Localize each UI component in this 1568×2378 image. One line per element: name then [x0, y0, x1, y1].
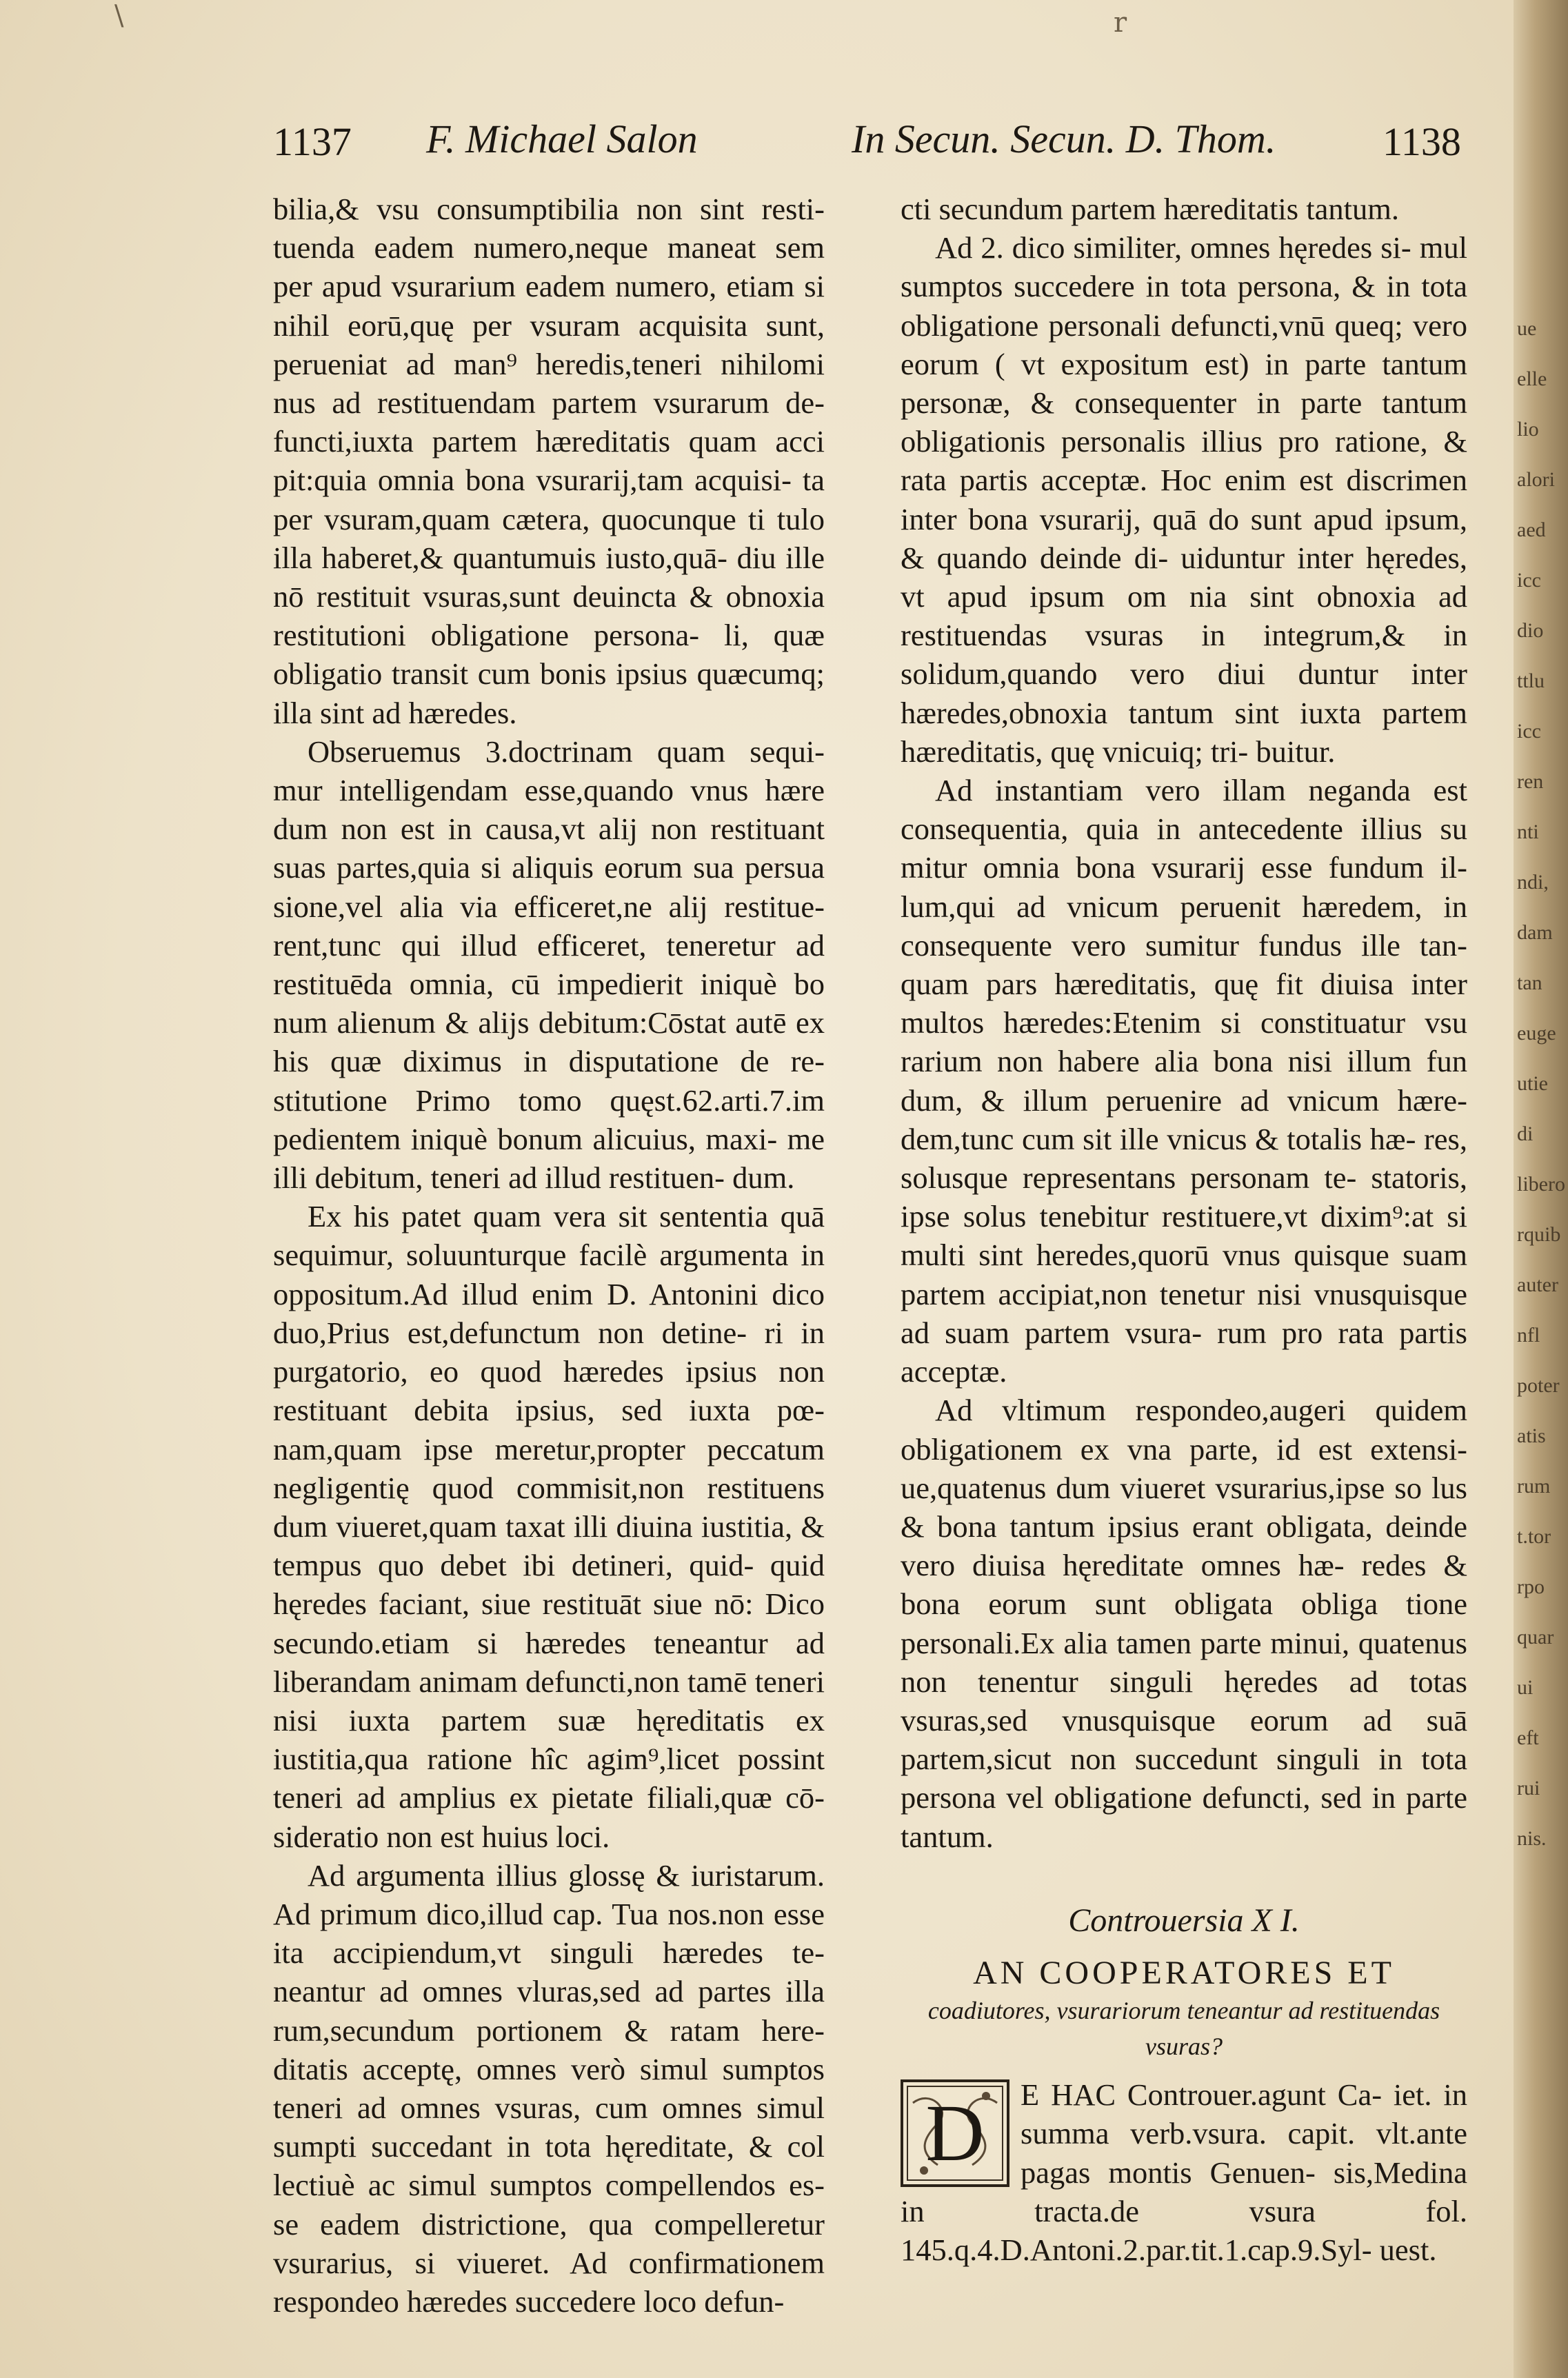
left-column	[273, 190, 825, 2321]
edge-fragment: atis	[1517, 1424, 1546, 1447]
edge-fragment: dio	[1517, 619, 1544, 642]
margin-mark: \	[114, 0, 124, 32]
edge-fragment: dam	[1517, 921, 1553, 944]
edge-fragment: lio	[1517, 418, 1539, 441]
edge-fragment: auter	[1517, 1273, 1558, 1296]
edge-fragment: ue	[1517, 317, 1537, 340]
edge-fragment: ren	[1517, 770, 1544, 793]
edge-fragment: alori	[1517, 468, 1555, 491]
paragraph: E HAC Controuer.agunt Ca- iet. in summa verb.vsura. capit. vlt.ante pagas montis Genuen- sis,Medina in tracta.de vsura fol. 145.q.4.D.Antoni.2.par.tit.1.cap.9.Syl- uest.	[901, 2077, 1467, 2267]
paragraph: Ad argumenta illius glossę & iuristarum. Ad primum dico,illud cap. Tua nos.non esse ita accipiendum,vt singuli hæredes te- neantur ad omnes vluras,sed ad partes illa rum,secundum portionem & ratam here- ditatis acceptę, omnes verò simul sumptos teneri ad omnes vsuras, cum omnes simul sumpti succedant in tota hęreditate, & col lectiuè ac simul sumptos compellendos es- se eadem districtione, qua compelleretur vsurarius, si viueret. Ad confirmationem respondeo hæredes succedere loco defun-	[273, 1857, 825, 2319]
edge-fragment: rui	[1517, 1777, 1540, 1800]
edge-fragment: nis.	[1517, 1827, 1547, 1850]
edge-fragment: eft	[1517, 1726, 1539, 1749]
edge-fragment: ui	[1517, 1676, 1534, 1699]
paragraph: Ad instantiam vero illam neganda est consequentia, quia in antecedente illius su mitur omnia bona vsurarij esse fundum il- lum,qui ad vnicum peruenit hæredem, in consequente vero sumitur fundus ille tan- quam pars hæreditatis, quę fit diuisa inter multos hæredes:Etenim si constituatur vsu rarium non habere alia bona nisi illum fun dum, & illum peruenire ad vnicum hære- dem,tunc cum sit ille vnicus & totalis hæ- res, solusque representans personam te- statoris, ipse solus tenebitur restituere,vt dixim⁹:at si multi sint heredes,quorū vnus quisque suam partem accipiat,non tenetur nisi vnusquisque ad suam partem vsura- rum pro rata partis acceptæ.	[901, 773, 1467, 1389]
edge-fragment: ttlu	[1517, 669, 1545, 692]
edge-fragment: poter	[1517, 1374, 1560, 1397]
paragraph: cti secundum partem hæreditatis tantum.	[901, 192, 1399, 226]
paragraph: Ad vltimum respondeo,augeri quidem obligationem ex vna parte, id est extensi- ue,quatenus dum viueret vsurarius,ipse so lus & bona tantum ipsius erant obligata, deinde vero diuisa hęreditate omnes hæ- redes & bona eorum sunt obligata obliga tione personali.Ex alia tamen parte minui, quatenus non tenentur singuli hęredes ad totas vsuras,sed vnusquisque eorum ad suā partem,sicut non succedunt singuli in tota persona vel obligatione defuncti, sed in parte tantum.	[901, 1393, 1467, 1854]
edge-fragment: rquib	[1517, 1223, 1561, 1246]
edge-fragment: t.tor	[1517, 1525, 1551, 1548]
question-subtitle: coadiutores, vsurariorum teneantur ad restituendas vsuras?	[927, 1997, 1440, 2061]
facing-page-fragments	[1517, 303, 1565, 1850]
running-head-author: F. Michael Salon	[426, 117, 698, 161]
edge-fragment: di	[1517, 1122, 1534, 1145]
question-title: AN COOPERATORES ET	[973, 1954, 1395, 1991]
edge-fragment: rpo	[1517, 1575, 1545, 1598]
edge-fragment: nfl	[1517, 1324, 1540, 1347]
initial-letter: D	[925, 2088, 985, 2179]
paragraph: Ad 2. dico similiter, omnes hęredes si- mul sumptos succedere in tota persona, & in tota obligatione personali defuncti,vnū queq; vero eorum ( vt expositum est) in parte tantum personæ, & consequenter in parte tantum obligationis personalis illius pro ratione, & rata partis acceptæ. Hoc enim est discrimen inter bona vsurarij, quā do sunt apud ipsum, & quando deinde di- uiduntur inter hęredes, vt apud ipsum om nia sint obnoxia ad restituendas vsuras in integrum,& in solidum,quando vero diui duntur inter hæredes,obnoxia tantum sint iuxta partem hæreditatis, quę vnicuiq; tri- buitur.	[901, 230, 1467, 769]
edge-fragment: utie	[1517, 1072, 1548, 1095]
edge-fragment: tan	[1517, 971, 1542, 994]
paragraph: Obseruemus 3.doctrinam quam sequi- mur intelligendam esse,quando vnus hære dum non est in causa,vt alij non restituant suas partes,quia si aliquis eorum sua persua sione,vel alia via efficeret,ne alij restitue- rent,tunc qui illud efficeret, teneretur ad restituēda omnia, cū impedierit iniquè bo num alienum & alijs debitum:Cōstat autē ex his quæ diximus in disputatione de re- stitutione Primo tomo quęst.62.arti.7.im pedientem iniquè bonum alicuius, maxi- me illi debitum, teneri ad illud restituen- dum.	[273, 734, 825, 1196]
edge-fragment: rum	[1517, 1475, 1551, 1498]
section-heading: Controuersia X I.	[1068, 1902, 1300, 1939]
page-number-left: 1137	[273, 119, 352, 164]
edge-fragment: nti	[1517, 820, 1539, 843]
edge-fragment: icc	[1517, 720, 1541, 743]
right-column	[901, 190, 1467, 2269]
decorated-initial	[901, 2079, 1009, 2187]
margin-mark: r	[1114, 7, 1127, 39]
paragraph: bilia,& vsu consumptibilia non sint resti- tuenda eadem numero,neque maneat sem per apud vsurarium eadem numero, etiam si nihil eorū,quę per vsuram acquisita sunt, perueniat ad man⁹ heredis,teneri nihilomi nus ad restituendam partem vsurarum de- functi,iuxta partem hæreditatis quam acci pit:quia omnia bona vsurarij,tam acquisi- ta per vsuram,quam cætera, quocunque ti tulo illa haberet,& quantumuis iusto,quā- diu ille nō restituit vsuras,sunt deuincta & obnoxia restitutioni obligatione persona- li, quæ obligatio transit cum bonis ipsius quæcumq; illa sint ad hæredes.	[273, 192, 825, 730]
edge-fragment: ndi,	[1517, 871, 1549, 894]
running-head-title: In Secun. Secun. D. Thom.	[852, 117, 1276, 161]
edge-fragment: elle	[1517, 367, 1547, 390]
edge-fragment: euge	[1517, 1022, 1556, 1045]
edge-fragment: aed	[1517, 518, 1546, 541]
edge-fragment: icc	[1517, 569, 1541, 592]
edge-fragment: libero	[1517, 1173, 1565, 1196]
page-number-right: 1138	[1383, 119, 1461, 164]
edge-fragment: quar	[1517, 1626, 1554, 1649]
paragraph: Ex his patet quam vera sit sententia quā sequimur, soluunturque facilè argumenta in oppositum.Ad illud enim D. Antonini dico duo,Prius est,defunctum non detine- ri in purgatorio, eo quod hæredes ipsius non restituant debita ipsius, sed iuxta pœ- nam,quam ipse meretur,propter peccatum negligentię quod commisit,non restituens dum viueret,quam taxat illi diuina iustitia, & tempus quo debet ibi detineri, quid- quid hęredes faciant, siue restituāt siue nō: Dico secundo.etiam si hæredes teneantur ad liberandam animam defuncti,non tamē teneri nisi iuxta partem suæ hęreditatis ex iustitia,qua ratione hîc agim⁹,licet possint teneri ad amplius ex pietate filiali,quæ cō- sideratio non est huius loci.	[273, 1199, 825, 1854]
